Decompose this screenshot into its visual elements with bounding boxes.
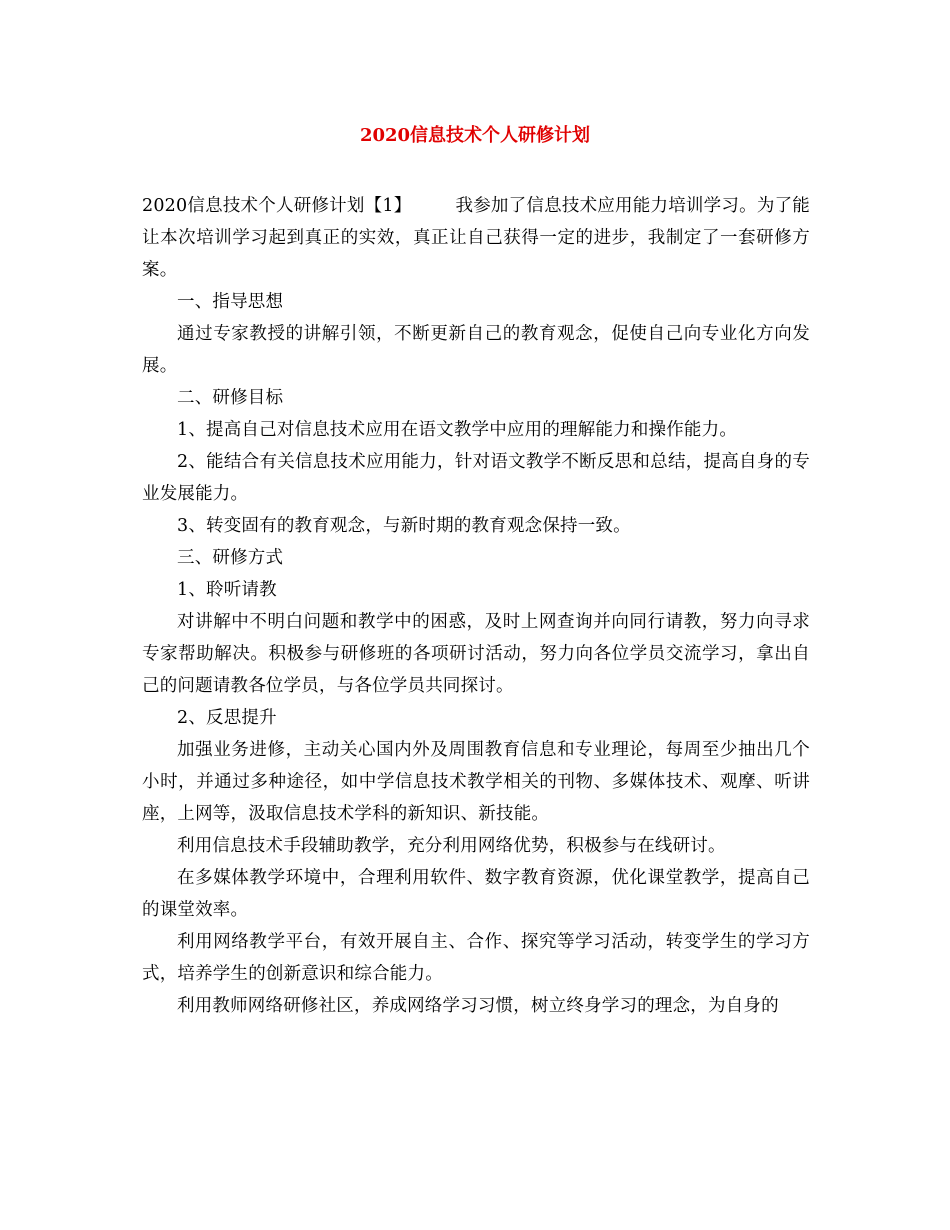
list-item: 2、能结合有关信息技术应用能力，针对语文教学不断反思和总结，提高自身的专业发展能力。 — [142, 452, 810, 504]
paragraph: 通过专家教授的讲解引领，不断更新自己的教育观念，促使自己向专业化方向发展。 — [142, 324, 810, 376]
subheading-reflect-improve: 2、反思提升 — [177, 708, 277, 728]
paragraph: 利用信息技术手段辅助教学，充分利用网络优势，积极参与在线研讨。 — [177, 836, 726, 856]
paragraph: 利用网络教学平台，有效开展自主、合作、探究等学习活动，转变学生的学习方式，培养学生的创新意识和综合能力。 — [142, 932, 810, 984]
list-item: 1、提高自己对信息技术应用在语文教学中应用的理解能力和操作能力。 — [177, 420, 738, 440]
intro-label: 2020信息技术个人研修计划【1】 — [142, 196, 412, 216]
intro-paragraph — [142, 190, 810, 286]
paragraph: 对讲解中不明白问题和教学中的困惑，及时上网查询并向同行请教，努力向寻求专家帮助解决。积极参与研修班的各项研讨活动，努力向各位学员交流学习，拿出自己的问题请教各位学员，与各位学员共同探讨。 — [142, 612, 810, 696]
list-item: 3、转变固有的教育观念，与新时期的教育观念保持一致。 — [177, 516, 631, 536]
section-heading-goals: 二、研修目标 — [177, 388, 284, 408]
paragraph: 利用教师网络研修社区，养成网络学习习惯，树立终身学习的理念，为自身的 — [177, 996, 779, 1016]
section-heading-guiding-thought: 一、指导思想 — [177, 292, 284, 312]
document-title: 2020信息技术个人研修计划 — [359, 125, 591, 146]
section-heading-methods: 三、研修方式 — [177, 548, 284, 568]
intro-text: 我参加了信息技术应用能力培训学习。为了能让本次培训学习起到真正的实效，真正让自己获得一定的进步，我制定了一套研修方案。 — [142, 196, 810, 280]
paragraph: 加强业务进修，主动关心国内外及周围教育信息和专业理论，每周至少抽出几个小时，并通过多种途径，如中学信息技术教学相关的刊物、多媒体技术、观摩、听讲座，上网等，汲取信息技术学科的新知识、新技能。 — [142, 740, 810, 824]
subheading-listen-ask: 1、聆听请教 — [177, 580, 277, 600]
paragraph: 在多媒体教学环境中，合理利用软件、数字教育资源，优化课堂教学，提高自己的课堂效率。 — [142, 868, 810, 920]
document-body — [142, 190, 810, 1022]
